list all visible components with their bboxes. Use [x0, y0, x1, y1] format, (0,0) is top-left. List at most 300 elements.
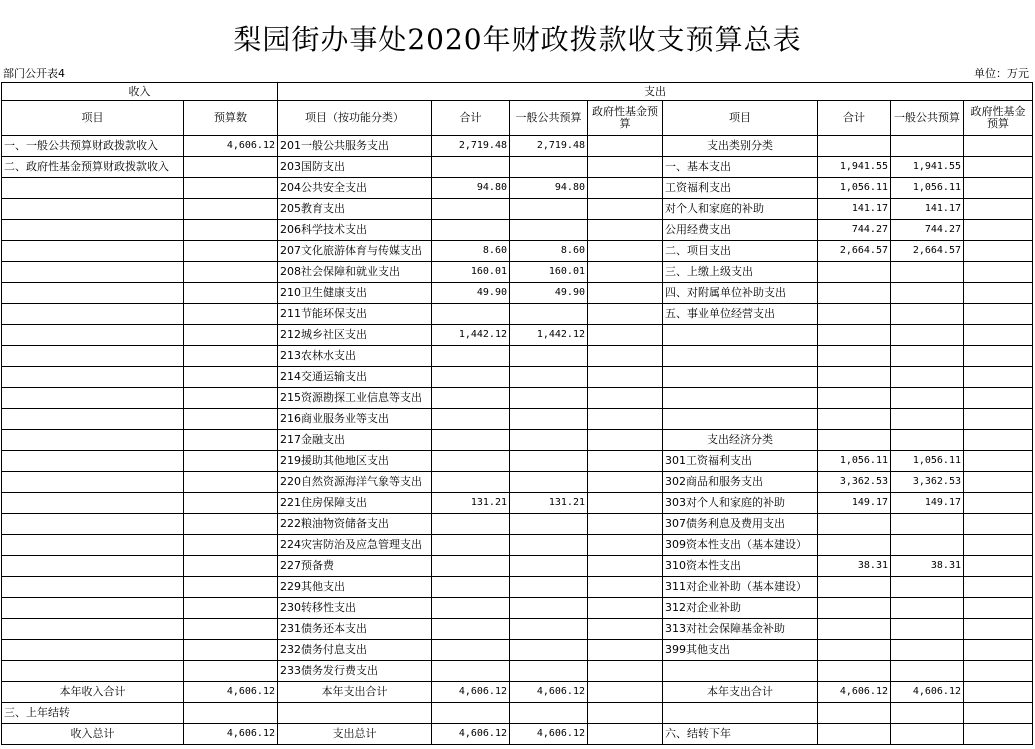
table-cell-j [964, 724, 1033, 745]
table-cell-j [964, 325, 1033, 346]
income-header: 收入 [2, 83, 278, 101]
table-row [2, 388, 1033, 409]
table-row [2, 493, 1033, 514]
table-cell-g: 309资本性支出（基本建设） [663, 535, 818, 556]
table-cell-i [891, 136, 964, 157]
table-cell-h [818, 325, 891, 346]
table-cell-b [184, 619, 278, 640]
table-cell-d [432, 598, 510, 619]
table-cell-b [184, 199, 278, 220]
table-cell-g [663, 703, 818, 724]
table-cell-g [663, 661, 818, 682]
page-title: 梨园街办事处2020年财政拨款收支预算总表 [233, 23, 802, 56]
table-cell-j [964, 598, 1033, 619]
table-cell-f [588, 409, 663, 430]
table-cell-j [964, 367, 1033, 388]
table-body [2, 136, 1033, 745]
table-row [2, 556, 1033, 577]
table-cell-j [964, 178, 1033, 199]
table-cell-i [891, 325, 964, 346]
table-cell-a [2, 199, 184, 220]
table-cell-i: 2,664.57 [891, 241, 964, 262]
table-cell-g [663, 367, 818, 388]
table-cell-d: 94.80 [432, 178, 510, 199]
table-cell-d [432, 577, 510, 598]
table-cell-f [588, 304, 663, 325]
table-row [2, 283, 1033, 304]
table-cell-f [588, 472, 663, 493]
table-cell-j [964, 409, 1033, 430]
table-cell-a [2, 220, 184, 241]
table-cell-e [510, 388, 588, 409]
table-cell-c: 204公共安全支出 [278, 178, 432, 199]
table-cell-a [2, 661, 184, 682]
table-cell-c: 207文化旅游体育与传媒支出 [278, 241, 432, 262]
table-row [2, 535, 1033, 556]
table-cell-c: 224灾害防治及应急管理支出 [278, 535, 432, 556]
table-cell-i [891, 409, 964, 430]
table-cell-g: 对个人和家庭的补助 [663, 199, 818, 220]
table-cell-j [964, 535, 1033, 556]
table-cell-j [964, 388, 1033, 409]
table-cell-c [278, 703, 432, 724]
table-cell-d [432, 388, 510, 409]
table-cell-b [184, 661, 278, 682]
table-cell-b [184, 535, 278, 556]
table-cell-j [964, 283, 1033, 304]
table-row [2, 724, 1033, 745]
table-cell-d [432, 367, 510, 388]
table-cell-a: 二、政府性基金预算财政拨款收入 [2, 157, 184, 178]
table-cell-h: 4,606.12 [818, 682, 891, 703]
form-number: 部门公开表4 [3, 67, 65, 80]
table-cell-c: 222粮油物资储备支出 [278, 514, 432, 535]
table-cell-f [588, 346, 663, 367]
table-cell-d [432, 703, 510, 724]
table-cell-d: 4,606.12 [432, 724, 510, 745]
table-cell-b [184, 157, 278, 178]
table-cell-d [432, 640, 510, 661]
table-cell-i: 38.31 [891, 556, 964, 577]
table-cell-h [818, 367, 891, 388]
table-cell-c: 215资源勘探工业信息等支出 [278, 388, 432, 409]
table-cell-a [2, 388, 184, 409]
table-cell-j [964, 493, 1033, 514]
table-cell-a [2, 409, 184, 430]
table-cell-h: 149.17 [818, 493, 891, 514]
table-cell-c: 211节能环保支出 [278, 304, 432, 325]
table-cell-g: 303对个人和家庭的补助 [663, 493, 818, 514]
table-row [2, 661, 1033, 682]
table-cell-d: 160.01 [432, 262, 510, 283]
table-cell-j [964, 430, 1033, 451]
table-cell-b [184, 493, 278, 514]
table-cell-c: 219援助其他地区支出 [278, 451, 432, 472]
table-cell-d [432, 661, 510, 682]
header-row-2 [2, 101, 1033, 136]
table-cell-b [184, 703, 278, 724]
table-cell-a [2, 535, 184, 556]
table-cell-c: 210卫生健康支出 [278, 283, 432, 304]
table-row [2, 304, 1033, 325]
table-cell-j [964, 682, 1033, 703]
table-row [2, 577, 1033, 598]
table-cell-i [891, 598, 964, 619]
table-cell-j [964, 157, 1033, 178]
table-cell-j [964, 661, 1033, 682]
table-row [2, 178, 1033, 199]
table-row [2, 241, 1033, 262]
col-total2: 合计 [818, 101, 891, 136]
table-cell-d [432, 304, 510, 325]
table-row [2, 514, 1033, 535]
table-cell-c: 232债务付息支出 [278, 640, 432, 661]
table-cell-h: 3,362.53 [818, 472, 891, 493]
unit-label: 单位：万元 [974, 67, 1029, 80]
table-cell-b [184, 556, 278, 577]
table-cell-a: 三、上年结转 [2, 703, 184, 724]
table-cell-g: 311对企业补助（基本建设） [663, 577, 818, 598]
table-cell-a: 本年收入合计 [2, 682, 184, 703]
table-cell-f [588, 682, 663, 703]
table-cell-i [891, 577, 964, 598]
table-cell-g: 三、上缴上级支出 [663, 262, 818, 283]
table-cell-c: 216商业服务业等支出 [278, 409, 432, 430]
header-row-1 [2, 83, 1033, 101]
table-row [2, 409, 1033, 430]
table-cell-i: 1,056.11 [891, 178, 964, 199]
table-cell-e [510, 703, 588, 724]
table-cell-i [891, 724, 964, 745]
table-cell-b [184, 451, 278, 472]
table-cell-h: 1,941.55 [818, 157, 891, 178]
col-general2: 一般公共预算 [891, 101, 964, 136]
table-cell-b [184, 241, 278, 262]
table-cell-b [184, 220, 278, 241]
table-row [2, 262, 1033, 283]
table-cell-a [2, 304, 184, 325]
table-cell-b: 4,606.12 [184, 682, 278, 703]
table-cell-i [891, 514, 964, 535]
table-cell-h [818, 535, 891, 556]
table-cell-h [818, 430, 891, 451]
table-row [2, 703, 1033, 724]
table-cell-i [891, 367, 964, 388]
table-cell-a [2, 514, 184, 535]
table-cell-a [2, 577, 184, 598]
table-cell-d: 131.21 [432, 493, 510, 514]
table-cell-d [432, 220, 510, 241]
table-cell-f [588, 367, 663, 388]
table-cell-f [588, 556, 663, 577]
table-cell-g: 一、基本支出 [663, 157, 818, 178]
table-cell-a [2, 367, 184, 388]
table-cell-i [891, 304, 964, 325]
table-cell-h [818, 619, 891, 640]
table-cell-f [588, 661, 663, 682]
table-cell-a [2, 493, 184, 514]
table-cell-g: 307债务利息及费用支出 [663, 514, 818, 535]
table-cell-f [588, 535, 663, 556]
table-cell-d: 1,442.12 [432, 325, 510, 346]
table-row [2, 451, 1033, 472]
table-cell-b [184, 472, 278, 493]
table-cell-b [184, 640, 278, 661]
table-cell-f [588, 283, 663, 304]
table-cell-c: 本年支出合计 [278, 682, 432, 703]
table-cell-e [510, 220, 588, 241]
budget-table [1, 82, 1033, 745]
table-cell-h [818, 598, 891, 619]
table-cell-h [818, 724, 891, 745]
table-cell-g: 公用经费支出 [663, 220, 818, 241]
table-cell-f [588, 619, 663, 640]
table-cell-b [184, 367, 278, 388]
table-cell-i [891, 430, 964, 451]
table-cell-e: 94.80 [510, 178, 588, 199]
table-cell-e [510, 598, 588, 619]
table-cell-c: 201一般公共服务支出 [278, 136, 432, 157]
table-cell-b [184, 304, 278, 325]
table-cell-c: 221住房保障支出 [278, 493, 432, 514]
table-cell-a [2, 451, 184, 472]
table-cell-i: 1,056.11 [891, 451, 964, 472]
table-cell-i [891, 619, 964, 640]
table-cell-d: 2,719.48 [432, 136, 510, 157]
table-cell-a [2, 325, 184, 346]
table-cell-j [964, 241, 1033, 262]
table-cell-g: 399其他支出 [663, 640, 818, 661]
table-cell-e: 49.90 [510, 283, 588, 304]
table-cell-e [510, 346, 588, 367]
table-cell-g [663, 409, 818, 430]
table-cell-b [184, 178, 278, 199]
table-cell-e [510, 304, 588, 325]
table-cell-e: 4,606.12 [510, 682, 588, 703]
table-cell-i: 141.17 [891, 199, 964, 220]
table-cell-c: 217金融支出 [278, 430, 432, 451]
table-cell-d [432, 535, 510, 556]
table-cell-f [588, 451, 663, 472]
table-cell-f [588, 262, 663, 283]
col-item2: 项目 [663, 101, 818, 136]
table-cell-h [818, 577, 891, 598]
table-cell-b [184, 325, 278, 346]
table-cell-h: 744.27 [818, 220, 891, 241]
table-cell-h [818, 388, 891, 409]
table-row [2, 199, 1033, 220]
table-cell-e [510, 535, 588, 556]
table-cell-a: 一、一般公共预算财政拨款收入 [2, 136, 184, 157]
table-cell-c: 231债务还本支出 [278, 619, 432, 640]
table-cell-i [891, 388, 964, 409]
table-cell-i: 3,362.53 [891, 472, 964, 493]
table-cell-g: 五、事业单位经营支出 [663, 304, 818, 325]
table-cell-j [964, 304, 1033, 325]
table-cell-e [510, 430, 588, 451]
table-cell-e [510, 640, 588, 661]
table-cell-e: 131.21 [510, 493, 588, 514]
table-cell-f [588, 430, 663, 451]
table-cell-g: 312对企业补助 [663, 598, 818, 619]
table-cell-f [588, 220, 663, 241]
table-cell-h [818, 640, 891, 661]
table-cell-f [588, 136, 663, 157]
col-gov-fund2: 政府性基金预算 [964, 101, 1033, 136]
table-cell-j [964, 472, 1033, 493]
table-cell-d: 8.60 [432, 241, 510, 262]
table-cell-e: 4,606.12 [510, 724, 588, 745]
table-cell-a [2, 178, 184, 199]
table-cell-g: 二、项目支出 [663, 241, 818, 262]
table-cell-h [818, 283, 891, 304]
table-cell-e [510, 367, 588, 388]
table-cell-j [964, 199, 1033, 220]
table-row [2, 430, 1033, 451]
table-cell-c: 230转移性支出 [278, 598, 432, 619]
table-cell-i: 149.17 [891, 493, 964, 514]
table-cell-g: 工资福利支出 [663, 178, 818, 199]
table-cell-i [891, 262, 964, 283]
table-cell-g [663, 388, 818, 409]
table-cell-j [964, 640, 1033, 661]
table-cell-a [2, 262, 184, 283]
table-cell-a [2, 640, 184, 661]
table-cell-d: 4,606.12 [432, 682, 510, 703]
col-total: 合计 [432, 101, 510, 136]
table-cell-e: 160.01 [510, 262, 588, 283]
table-row [2, 136, 1033, 157]
table-row [2, 346, 1033, 367]
table-cell-g: 302商品和服务支出 [663, 472, 818, 493]
table-cell-a [2, 283, 184, 304]
table-cell-b [184, 598, 278, 619]
table-cell-g: 本年支出合计 [663, 682, 818, 703]
table-cell-d [432, 472, 510, 493]
table-cell-c: 233债务发行费支出 [278, 661, 432, 682]
table-cell-i: 4,606.12 [891, 682, 964, 703]
table-cell-e [510, 199, 588, 220]
table-cell-f [588, 157, 663, 178]
table-cell-h: 1,056.11 [818, 451, 891, 472]
table-cell-j [964, 619, 1033, 640]
table-row [2, 157, 1033, 178]
table-cell-g: 301工资福利支出 [663, 451, 818, 472]
table-cell-f [588, 598, 663, 619]
table-cell-c: 212城乡社区支出 [278, 325, 432, 346]
table-cell-a [2, 556, 184, 577]
table-cell-a [2, 598, 184, 619]
table-cell-g: 四、对附属单位补助支出 [663, 283, 818, 304]
table-cell-b [184, 577, 278, 598]
table-cell-j [964, 514, 1033, 535]
table-cell-e: 8.60 [510, 241, 588, 262]
table-cell-c: 203国防支出 [278, 157, 432, 178]
table-cell-h [818, 346, 891, 367]
table-cell-c: 208社会保障和就业支出 [278, 262, 432, 283]
table-cell-h: 2,664.57 [818, 241, 891, 262]
table-cell-c: 206科学技术支出 [278, 220, 432, 241]
table-cell-a: 收入总计 [2, 724, 184, 745]
table-cell-f [588, 325, 663, 346]
table-cell-g: 六、结转下年 [663, 724, 818, 745]
table-cell-e [510, 157, 588, 178]
table-cell-e: 2,719.48 [510, 136, 588, 157]
table-cell-g: 支出经济分类 [663, 430, 818, 451]
table-cell-d [432, 157, 510, 178]
table-row [2, 367, 1033, 388]
table-cell-f [588, 199, 663, 220]
table-cell-d [432, 451, 510, 472]
table-cell-i [891, 346, 964, 367]
table-cell-h: 141.17 [818, 199, 891, 220]
table-cell-i: 744.27 [891, 220, 964, 241]
table-row [2, 682, 1033, 703]
table-cell-d [432, 619, 510, 640]
table-cell-b [184, 409, 278, 430]
table-cell-g [663, 346, 818, 367]
table-cell-h [818, 703, 891, 724]
table-cell-b [184, 283, 278, 304]
col-general: 一般公共预算 [510, 101, 588, 136]
table-cell-c: 213农林水支出 [278, 346, 432, 367]
table-cell-i [891, 283, 964, 304]
table-cell-b [184, 514, 278, 535]
table-cell-d [432, 514, 510, 535]
table-cell-i [891, 661, 964, 682]
expense-header: 支出 [278, 83, 1033, 101]
table-cell-f [588, 703, 663, 724]
table-cell-b: 4,606.12 [184, 724, 278, 745]
table-cell-a [2, 619, 184, 640]
table-cell-a [2, 472, 184, 493]
table-cell-f [588, 178, 663, 199]
table-cell-h [818, 409, 891, 430]
table-cell-f [588, 724, 663, 745]
table-cell-b: 4,606.12 [184, 136, 278, 157]
table-cell-b [184, 262, 278, 283]
table-cell-a [2, 430, 184, 451]
table-cell-j [964, 220, 1033, 241]
table-cell-e [510, 577, 588, 598]
table-cell-h: 38.31 [818, 556, 891, 577]
table-cell-a [2, 346, 184, 367]
table-row [2, 640, 1033, 661]
table-cell-h: 1,056.11 [818, 178, 891, 199]
table-row [2, 619, 1033, 640]
table-cell-a [2, 241, 184, 262]
table-cell-c: 支出总计 [278, 724, 432, 745]
table-cell-i [891, 535, 964, 556]
table-cell-b [184, 430, 278, 451]
table-cell-i: 1,941.55 [891, 157, 964, 178]
table-cell-c: 214交通运输支出 [278, 367, 432, 388]
table-cell-j [964, 346, 1033, 367]
table-cell-j [964, 577, 1033, 598]
table-cell-g: 支出类别分类 [663, 136, 818, 157]
table-cell-j [964, 556, 1033, 577]
table-cell-e [510, 556, 588, 577]
table-cell-d [432, 346, 510, 367]
table-cell-d [432, 430, 510, 451]
table-cell-e [510, 451, 588, 472]
col-func-item: 项目（按功能分类） [278, 101, 432, 136]
table-cell-e [510, 472, 588, 493]
table-cell-e [510, 619, 588, 640]
table-row [2, 220, 1033, 241]
table-row [2, 325, 1033, 346]
table-cell-f [588, 388, 663, 409]
